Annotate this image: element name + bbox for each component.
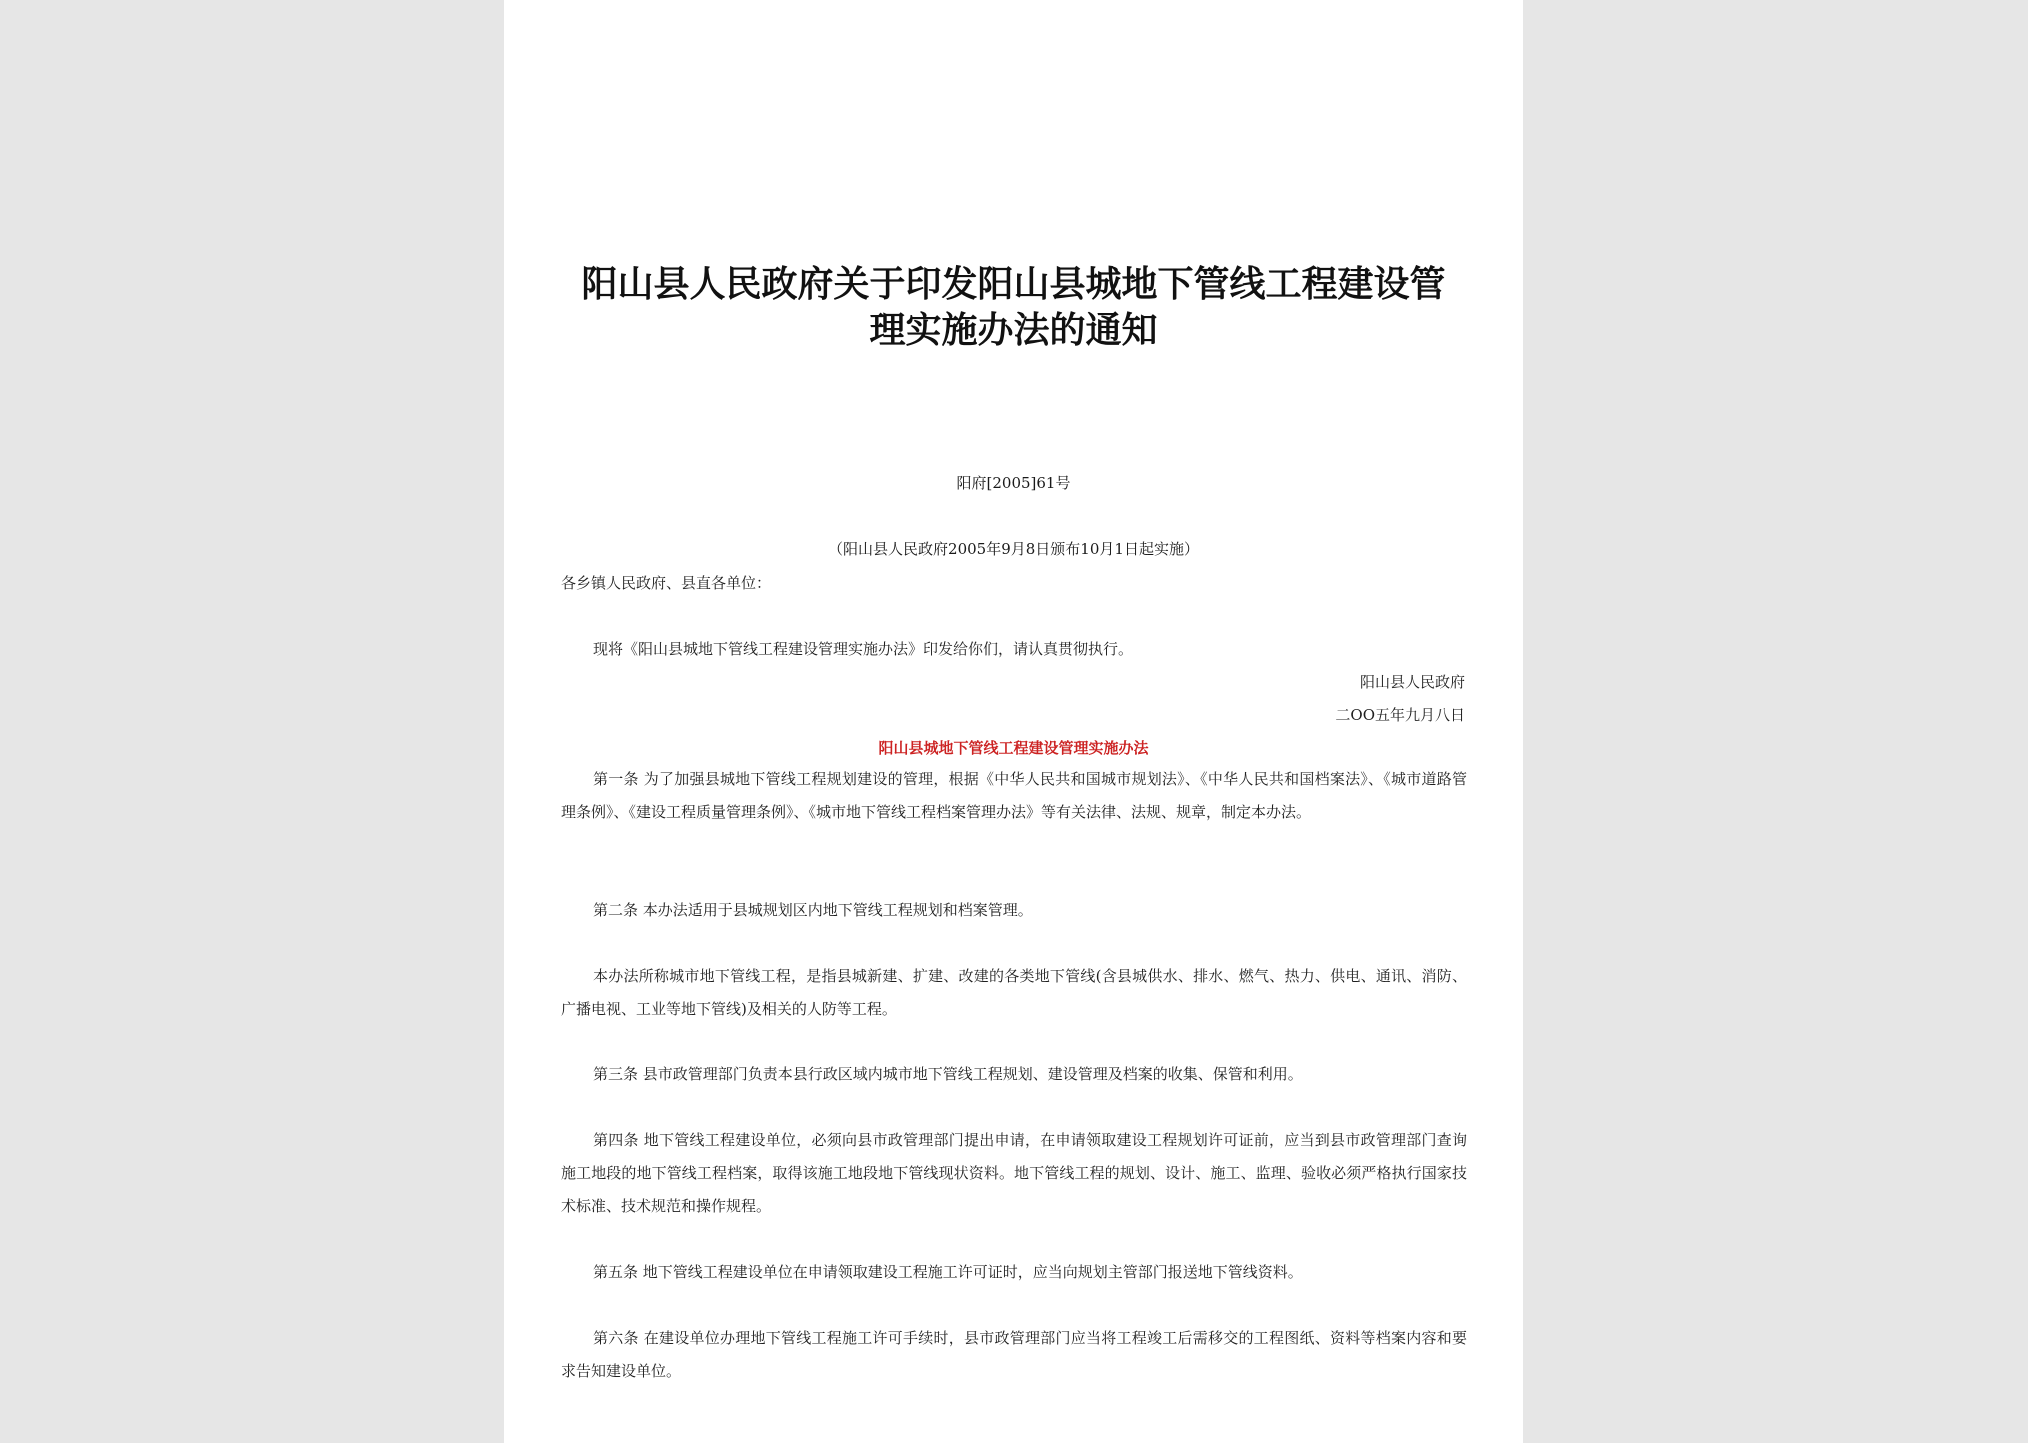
article-1: 第一条 为了加强县城地下管线工程规划建设的管理，根据《中华人民共和国城市规划法》、《中华人民共和国档案法》、《城市道路管理条例》、《建设工程质量管理条例》、《城市地下管线工程档案管理办法》等有关法律、法规、规章，制定本办法。	[561, 770, 1467, 821]
article-4: 第四条 地下管线工程建设单位，必须向县市政管理部门提出申请，在申请领取建设工程规划许可证前，应当到县市政管理部门查询施工地段的地下管线工程档案，取得该施工地段地下管线现状资料。地下管线工程的规划、设计、施工、监理、验收必须严格执行国家技术标准、技术规范和操作规程。	[561, 1131, 1467, 1215]
document-title	[554, 262, 1473, 354]
document-number: 阳府[2005]61号	[956, 474, 1071, 492]
article-2-definition: 本办法所称城市地下管线工程，是指县城新建、扩建、改建的各类地下管线(含县城供水、排水、燃气、热力、供电、通讯、消防、广播电视、工业等地下管线)及相关的人防等工程。	[561, 967, 1467, 1018]
article-3: 第三条 县市政管理部门负责本县行政区域内城市地下管线工程规划、建设管理及档案的收集、保管和利用。	[593, 1065, 1303, 1083]
addressee: 各乡镇人民政府、县直各单位：	[561, 574, 772, 592]
article-5: 第五条 地下管线工程建设单位在申请领取建设工程施工许可证时，应当向规划主管部门报送地下管线资料。	[593, 1263, 1303, 1281]
measures-title: 阳山县城地下管线工程建设管理实施办法	[878, 739, 1149, 757]
article-2: 第二条 本办法适用于县城规划区内地下管线工程规划和档案管理。	[593, 901, 1033, 919]
issue-date: 二OO五年九月八日	[1335, 706, 1465, 724]
intro-paragraph: 现将《阳山县城地下管线工程建设管理实施办法》印发给你们，请认真贯彻执行。	[593, 640, 1134, 658]
title-line-1: 阳山县人民政府关于印发阳山县城地下管线工程建设管	[581, 264, 1446, 305]
document-page	[504, 0, 1523, 1443]
article-6: 第六条 在建设单位办理地下管线工程施工许可手续时，县市政管理部门应当将工程竣工后需移交的工程图纸、资料等档案内容和要求告知建设单位。	[561, 1329, 1467, 1380]
title-line-2: 理实施办法的通知	[869, 310, 1158, 351]
publication-note: （阳山县人民政府2005年9月8日颁布10月1日起实施）	[828, 540, 1199, 558]
issuer-signature: 阳山县人民政府	[1359, 673, 1465, 691]
